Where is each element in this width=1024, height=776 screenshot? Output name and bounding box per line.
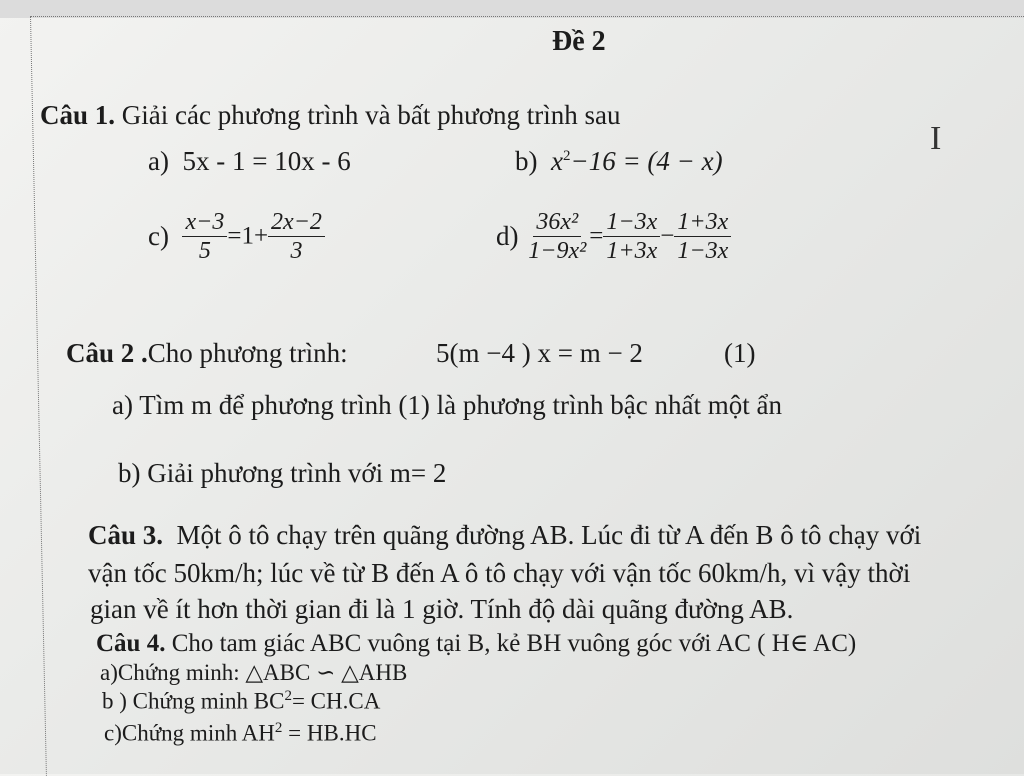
q1-part-b (515, 146, 723, 177)
q1-b-rhs: −16 = (4 − x) (570, 146, 723, 176)
question-3-label: Câu 3. (88, 520, 164, 550)
q1-c-f2-denominator: 3 (290, 238, 303, 264)
q4-c-exponent: 2 (274, 720, 283, 736)
q1-d-f2-numerator: 1−3x (603, 208, 660, 237)
q1-b-exponent: 2 (562, 148, 571, 164)
q4-part-a: a)Chứng minh: △ABC ∽ △AHB (100, 660, 408, 685)
q1-c-fraction-2 (268, 208, 325, 265)
q1-d-label: d) (496, 221, 519, 251)
text-cursor-icon: I (930, 120, 942, 157)
question-4-label: Câu 4. (96, 630, 166, 657)
question-4-heading (96, 628, 856, 658)
page-border (30, 16, 1024, 17)
question-3-line-2: vận tốc 50km/h; lúc về từ B đến A ô tô chạy với vận tốc 60km/h, vì vậy thời (88, 558, 911, 588)
q1-part-a (148, 146, 351, 177)
q1-d-f1-numerator: 36x² (533, 208, 581, 237)
q1-d-f3-denominator: 1−3x (677, 238, 729, 264)
question-1-text: Giải các phương trình và bất phương trình sau (121, 100, 621, 130)
question-2-text: Cho phương trình: (147, 338, 348, 368)
question-4-text: Cho tam giác ABC vuông tại B, kẻ BH vuông góc với AC ( H∈ AC) (171, 630, 857, 657)
q4-part-c (104, 720, 377, 747)
q1-c-f2-numerator: 2x−2 (268, 208, 325, 237)
q1-part-c (148, 208, 325, 265)
q1-d-f3-numerator: 1+3x (674, 208, 731, 237)
q4-part-b (102, 688, 380, 715)
question-3-line-1 (88, 520, 921, 551)
question-2-label: Câu 2 . (66, 338, 148, 368)
q1-d-f1-denominator: 1−9x² (528, 238, 587, 264)
question-1-heading (40, 100, 620, 131)
q1-c-label: c) (148, 221, 169, 251)
q4-b-text: b ) Chứng minh BC (102, 688, 285, 714)
q1-d-minus: − (660, 222, 675, 250)
question-3-text-1: Một ô tô chạy trên quãng đường AB. Lúc đi từ A đến B ô tô chạy với (176, 520, 922, 550)
q4-c-text: c)Chứng minh AH (104, 720, 275, 746)
q4-b-exponent: 2 (284, 688, 292, 704)
q1-c-fraction-1 (182, 208, 227, 265)
q1-c-mid: =1+ (227, 222, 269, 250)
q2-part-a: a) Tìm m để phương trình (1) là phương trình bậc nhất một ẩn (112, 390, 782, 420)
q4-c-rhs: = HB.HC (282, 720, 377, 746)
q1-d-fraction-1 (525, 208, 589, 265)
q1-d-fraction-2 (603, 208, 660, 265)
q1-a-label: a) (148, 146, 169, 176)
q1-b-var: x (551, 146, 563, 176)
q1-c-f1-numerator: x−3 (182, 208, 227, 237)
q2-equation-number: (1) (724, 338, 756, 368)
q2-part-b: b) Giải phương trình với m= 2 (118, 458, 447, 488)
q4-b-rhs: = CH.CA (291, 688, 381, 714)
q2-equation: 5(m −4 ) x = m − 2 (436, 338, 643, 368)
question-3-line-3: gian về ít hơn thời gian đi là 1 giờ. Tính độ dài quãng đường AB. (90, 594, 794, 624)
q1-d-equals: = (589, 222, 604, 250)
q1-a-equation: 5x - 1 = 10x - 6 (182, 146, 351, 176)
question-2-heading (66, 338, 348, 369)
q1-d-f2-denominator: 1+3x (606, 238, 658, 264)
q1-c-f1-denominator: 5 (198, 238, 211, 264)
question-1-label: Câu 1. (40, 100, 116, 130)
document-title: Đề 2 (552, 26, 606, 57)
q1-b-label: b) (515, 146, 538, 176)
q1-d-fraction-3 (674, 208, 731, 265)
q1-part-d (496, 208, 731, 265)
